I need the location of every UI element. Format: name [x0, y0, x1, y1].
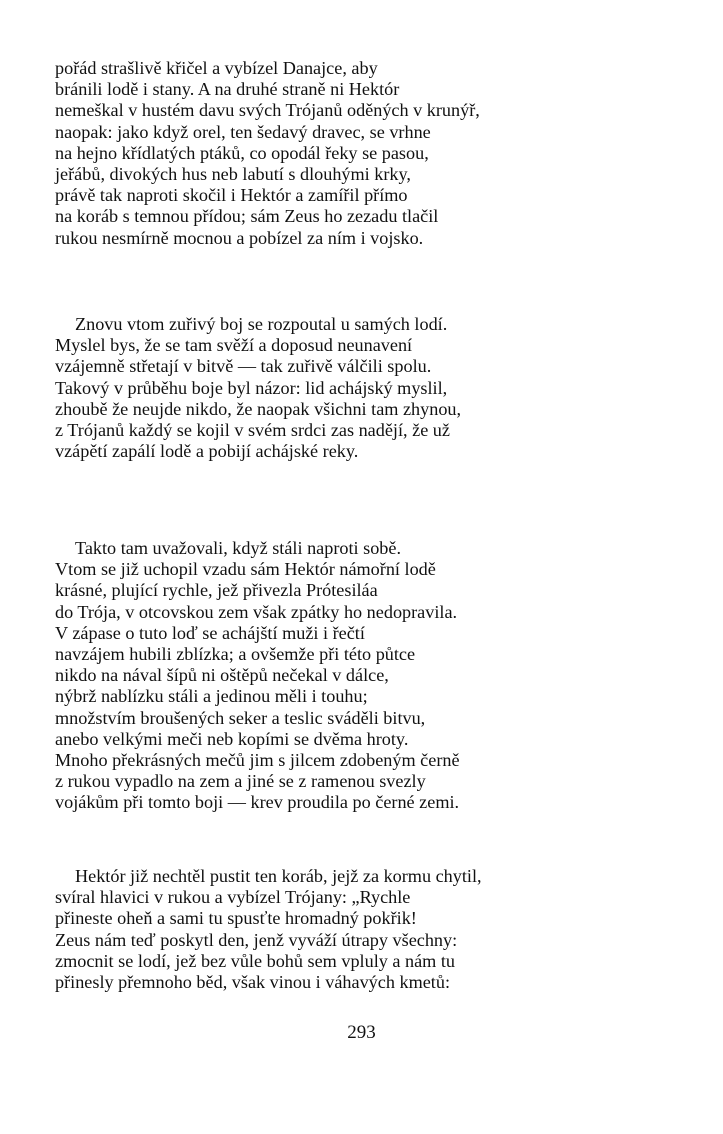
text-line: Hektór již nechtěl pustit ten koráb, jejž za kormu chytil,	[75, 866, 482, 886]
text-line: vzájemně střetají v bitvě — tak zuřivě válčili spolu.	[55, 356, 432, 377]
paragraph-3	[55, 538, 460, 813]
text-line: přinesly přemnoho běd, však vinou i váhavých kmetů:	[55, 971, 450, 992]
text-line: Myslel bys, že se tam svěží a doposud neunavení	[55, 335, 413, 356]
text-line: právě tak naproti skočil i Hektór a zamířil přímo	[55, 185, 408, 206]
text-line: svíral hlavici v rukou a vybízel Trójany: „Rychle	[55, 887, 411, 908]
text-line: V zápase o tuto loď se achájští muži i řečtí	[55, 622, 365, 643]
text-line: naopak: jako když orel, ten šedavý dravec, se vrhne	[55, 121, 431, 142]
paragraph-2	[55, 314, 461, 462]
text-line: přineste oheň a sami tu spusťte hromadný pokřik!	[55, 908, 417, 929]
text-line: jeřábů, divokých hus neb labutí s dlouhými krky,	[55, 163, 411, 184]
text-line: z rukou vypadlo na zem a jiné se z ramenou svezly	[55, 771, 426, 792]
text-line: zhoubě že neujde nikdo, že naopak všichni tam zhynou,	[55, 398, 462, 419]
text-line: množstvím broušených seker a teslic sváděli bitvu,	[55, 707, 426, 728]
text-line: z Trójanů každý se kojil v svém srdci zas nadějí, že už	[55, 419, 450, 440]
text-line: nikdo na nával šípů ni oštěpů nečekal v dálce,	[55, 665, 389, 686]
text-line: anebo velkými meči neb kopími se dvěma hroty.	[55, 728, 409, 749]
text-line: nemeškal v hustém davu svých Trójanů oděných v krunýř,	[55, 100, 480, 121]
text-line: pořád strašlivě křičel a vybízel Danajce, aby	[55, 58, 378, 78]
text-line: Mnoho překrásných mečů jim s jilcem zdobeným černě	[55, 749, 460, 770]
text-line: nýbrž nablízku stáli a jedinou měli i touhu;	[55, 686, 368, 707]
paragraph-4	[55, 866, 482, 993]
text-line: vojákům při tomto boji — krev proudila po černé zemi.	[55, 792, 460, 813]
text-line: Vtom se již uchopil vzadu sám Hektór námořní lodě	[55, 559, 436, 580]
text-line: navzájem hubili zblízka; a ovšemže při této půtce	[55, 643, 416, 664]
text-line: zmocnit se lodí, jež bez vůle bohů sem vpluly a nám tu	[55, 950, 456, 971]
text-line: rukou nesmírně mocnou a pobízel za ním i vojsko.	[55, 227, 424, 248]
text-line: krásné, plující rychle, jež přivezla Prótesiláa	[55, 580, 378, 601]
paragraph-1	[55, 58, 480, 249]
text-line: Zeus nám teď poskytl den, jenž vyváží útrapy všechny:	[55, 929, 458, 950]
page-number: 293	[347, 1022, 376, 1043]
text-line: na koráb s temnou přídou; sám Zeus ho zezadu tlačil	[55, 206, 439, 227]
text-line: bránili lodě i stany. A na druhé straně ni Hektór	[55, 79, 400, 100]
text-line: vzápětí zapálí lodě a pobijí achájské reky.	[55, 441, 359, 462]
text-line: do Trója, v otcovskou zem však zpátky ho nedopravila.	[55, 601, 458, 622]
text-line: Takový v průběhu boje byl názor: lid achájský myslil,	[55, 377, 448, 398]
text-line: na hejno křídlatých ptáků, co opodál řeky se pasou,	[55, 142, 429, 163]
text-line: Znovu vtom zuřivý boj se rozpoutal u samých lodí.	[75, 314, 448, 334]
text-line: Takto tam uvažovali, když stáli naproti sobě.	[75, 538, 402, 558]
